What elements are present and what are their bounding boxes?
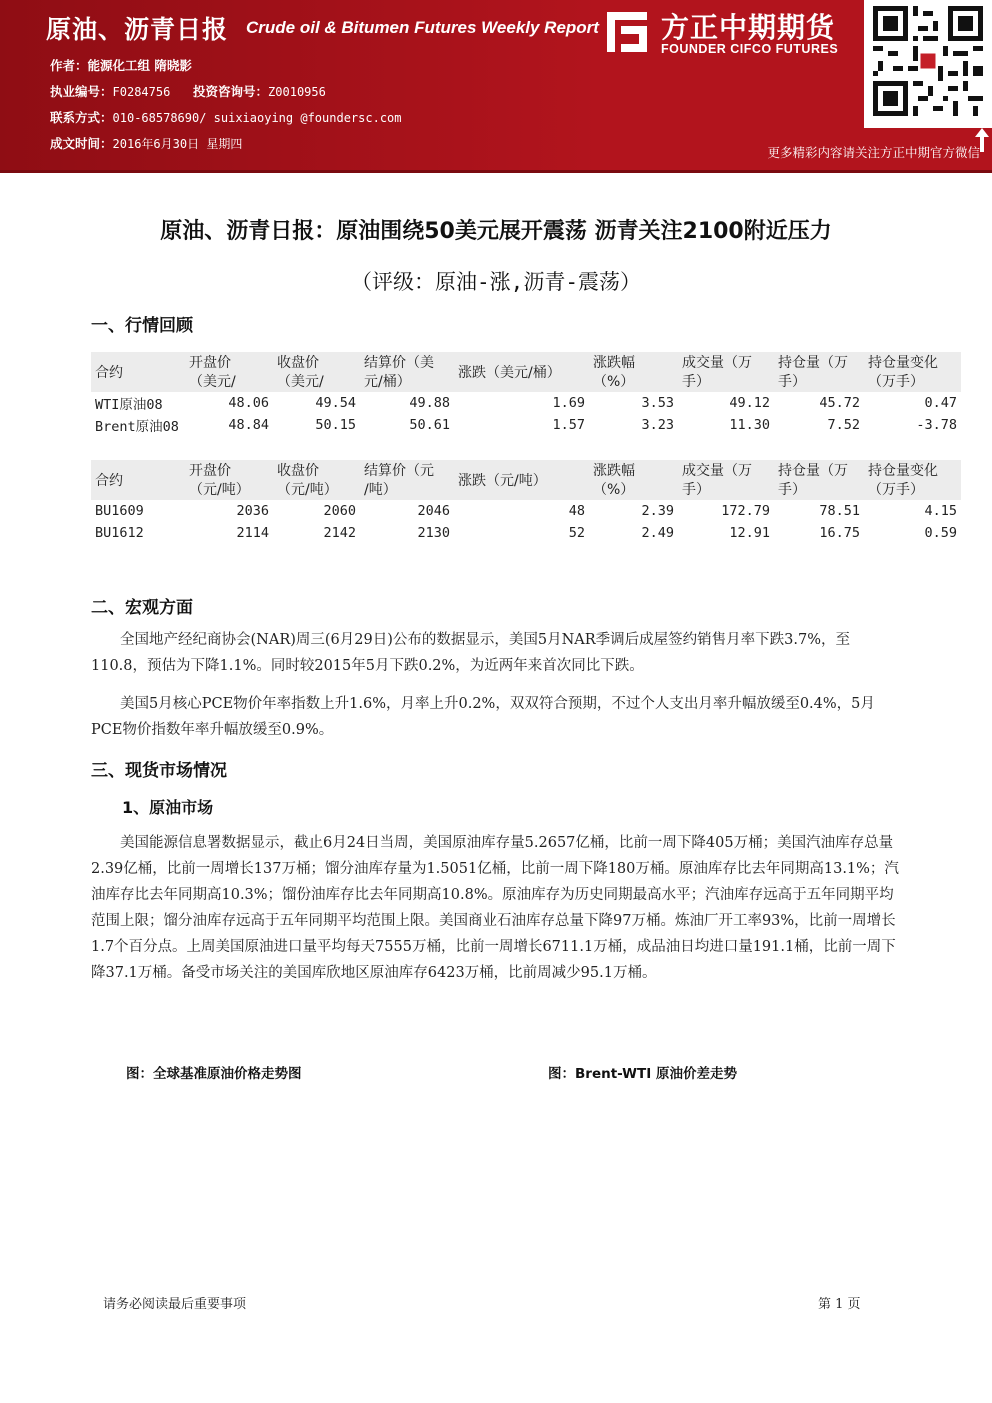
table-header-cell: 合约: [91, 352, 185, 392]
table-cell: 48: [568, 503, 585, 519]
table-cell: 78.51: [819, 503, 860, 519]
table-header-row: [91, 352, 961, 392]
consult-label: 投资咨询号：: [193, 84, 269, 99]
header-divider: [0, 170, 992, 173]
table-cell: 2.49: [641, 525, 674, 541]
table-cell: 7.52: [827, 417, 860, 433]
macro-paragraph-pce: 美国5月核心PCE物价年率指数上升1.6%，月率上升0.2%，双双符合预期，不过个人支出月率升幅放缓至0.4%，5月PCE物价指数年率升幅放缓至0.9%。: [91, 696, 875, 738]
table-cell: 0.59: [924, 525, 957, 541]
section-heading-market-review: 一、行情回顾: [91, 316, 193, 336]
footer-page-number: 第 1 页: [818, 1297, 861, 1312]
contract-name-cell: BU1612: [95, 525, 144, 541]
crude-oil-quote-table: [91, 352, 961, 436]
table-header-row: [91, 460, 961, 500]
header-subtitle: Crude oil & Bitumen Futures Weekly Report: [246, 18, 599, 37]
header-title: 原油、沥青日报: [46, 15, 229, 44]
consult-value: Z0010956: [268, 85, 326, 99]
table-header-cell: 收盘价 （元/吨）: [273, 460, 360, 500]
license-label: 执业编号：: [50, 84, 113, 99]
table-cell: -3.78: [916, 417, 957, 433]
license-value: F0284756: [112, 85, 171, 99]
footer-disclaimer-notice: 请务必阅读最后重要事项: [103, 1297, 247, 1312]
table-cell: 3.53: [641, 395, 674, 411]
table-cell: 1.69: [552, 395, 585, 411]
section-heading-spot-market: 三、现货市场情况: [91, 761, 227, 781]
report-rating: （评级：原油-涨,沥青-震荡）: [351, 270, 641, 294]
table-cell: 3.23: [641, 417, 674, 433]
table-header-cell: 结算价（美 元/桶）: [360, 352, 454, 392]
contact-label: 联系方式：: [50, 110, 113, 125]
table-header-cell: 持仓量（万 手）: [774, 460, 864, 500]
qr-code-icon: [873, 6, 983, 116]
table-cell: 2046: [417, 503, 450, 519]
date-value: 2016年6月30日 星期四: [112, 137, 243, 151]
table-cell: 48.84: [228, 417, 269, 433]
report-title: 原油、沥青日报：原油围绕50美元展开震荡 沥青关注2100附近压力: [160, 219, 832, 244]
table-cell: 2.39: [641, 503, 674, 519]
section-heading-macro: 二、宏观方面: [91, 598, 193, 618]
table-header-cell: 持仓量变化 （万手）: [864, 460, 961, 500]
subsection-heading-crude: 1、原油市场: [122, 798, 214, 817]
table-header-cell: 持仓量变化 （万手）: [864, 352, 961, 392]
table-cell: 2060: [323, 503, 356, 519]
table-cell: 4.15: [924, 503, 957, 519]
company-logo: [603, 6, 863, 60]
contact-value: 010-68578690/ suixiaoying @foundersc.com: [112, 111, 402, 125]
table-cell: 50.61: [409, 417, 450, 433]
table-cell: 11.30: [729, 417, 770, 433]
author-value: 能源化工组 隋晓影: [87, 58, 192, 73]
table-cell: 2130: [417, 525, 450, 541]
logo-english-name: FOUNDER CIFCO FUTURES: [661, 42, 839, 56]
date-line: [50, 134, 242, 152]
table-header-cell: 涨跌（元/吨）: [454, 460, 589, 500]
table-header-cell: 成交量（万 手）: [678, 460, 774, 500]
table-cell: 16.75: [819, 525, 860, 541]
table-header-cell: 结算价（元 /吨）: [360, 460, 454, 500]
wechat-qr-code: [864, 0, 992, 128]
table-cell: 2142: [323, 525, 356, 541]
macro-paragraph-nar: 全国地产经纪商协会(NAR)周三(6月29日)公布的数据显示，美国5月NAR季调后成屋签约销售月率下跌3.7%，至110.8，预估为下降1.1%。同时较2015年5月下跌0.2%，为近两年来首次同比下跌。: [91, 632, 851, 674]
table-cell: 2114: [236, 525, 269, 541]
author-label: 作者：: [50, 58, 88, 73]
date-label: 成文时间：: [50, 136, 113, 151]
bitumen-quote-table: [91, 460, 961, 544]
table-header-cell: 合约: [91, 460, 185, 500]
table-cell: 49.54: [315, 395, 356, 411]
table-header-cell: 持仓量（万 手）: [774, 352, 864, 392]
table-cell: 49.12: [729, 395, 770, 411]
license-line: [50, 82, 326, 100]
table-cell: 45.72: [819, 395, 860, 411]
table-cell: 172.79: [721, 503, 770, 519]
founder-logo-icon: [603, 8, 651, 56]
table-header-cell: 开盘价 （美元/: [185, 352, 273, 392]
figure-caption-benchmark-prices: 图：全球基准原油价格走势图: [126, 1066, 302, 1082]
contract-name-cell: WTI原油08: [95, 397, 163, 413]
table-header-cell: 成交量（万 手）: [678, 352, 774, 392]
table-cell: 1.57: [552, 417, 585, 433]
table-header-cell: 涨跌幅 （%）: [589, 460, 678, 500]
table-header-cell: 开盘价 （元/吨）: [185, 460, 273, 500]
contract-name-cell: Brent原油08: [95, 419, 179, 435]
table-cell: 52: [568, 525, 585, 541]
report-header: [0, 0, 992, 170]
table-cell: 0.47: [924, 395, 957, 411]
table-row: [91, 392, 961, 414]
table-header-cell: 收盘价 （美元/: [273, 352, 360, 392]
table-row: [91, 522, 961, 544]
table-row: [91, 500, 961, 522]
table-header-cell: 涨跌幅 （%）: [589, 352, 678, 392]
figure-caption-brent-wti-spread: 图：Brent-WTI 原油价差走势: [548, 1066, 737, 1082]
table-cell: 49.88: [409, 395, 450, 411]
table-cell: 2036: [236, 503, 269, 519]
table-cell: 50.15: [315, 417, 356, 433]
table-row: [91, 414, 961, 436]
contract-name-cell: BU1609: [95, 503, 144, 519]
table-cell: 48.06: [228, 395, 269, 411]
crude-inventory-paragraph: 美国能源信息署数据显示，截止6月24日当周，美国原油库存量5.2657亿桶，比前一周下降405万桶；美国汽油库存总量2.39亿桶，比前一周增长137万桶；馏分油库存量为1.5051亿桶，比前一周下降180万桶。原油库存比去年同期高13.1%；汽油库存比去年同期高10.3%；馏份油库存比去年同期高10.8%。原油库存为历史同期最高水平；汽油库存远高于五年同期平均范围上限；馏分油库存远高于五年同期平均范围上限。美国商业石油库存总量下降97万桶。炼油厂开工率93%，比前一周增长1.7个百分点。上周美国原油进口量平均每天7555万桶，比前一周增长6711.1万桶，成品油日均进口量191.1桶，比前一周下降37.1万桶。备受市场关注的美国库欣地区原油库存6423万桶，比前周减少95.1万桶。: [91, 835, 899, 981]
logo-chinese-name: 方正中期期货: [661, 11, 836, 44]
wechat-follow-note: 更多精彩内容请关注方正中期官方微信: [767, 145, 980, 160]
contact-line: [50, 108, 402, 126]
author-line: [50, 56, 192, 74]
table-header-cell: 涨跌（美元/桶）: [454, 352, 589, 392]
table-cell: 12.91: [729, 525, 770, 541]
